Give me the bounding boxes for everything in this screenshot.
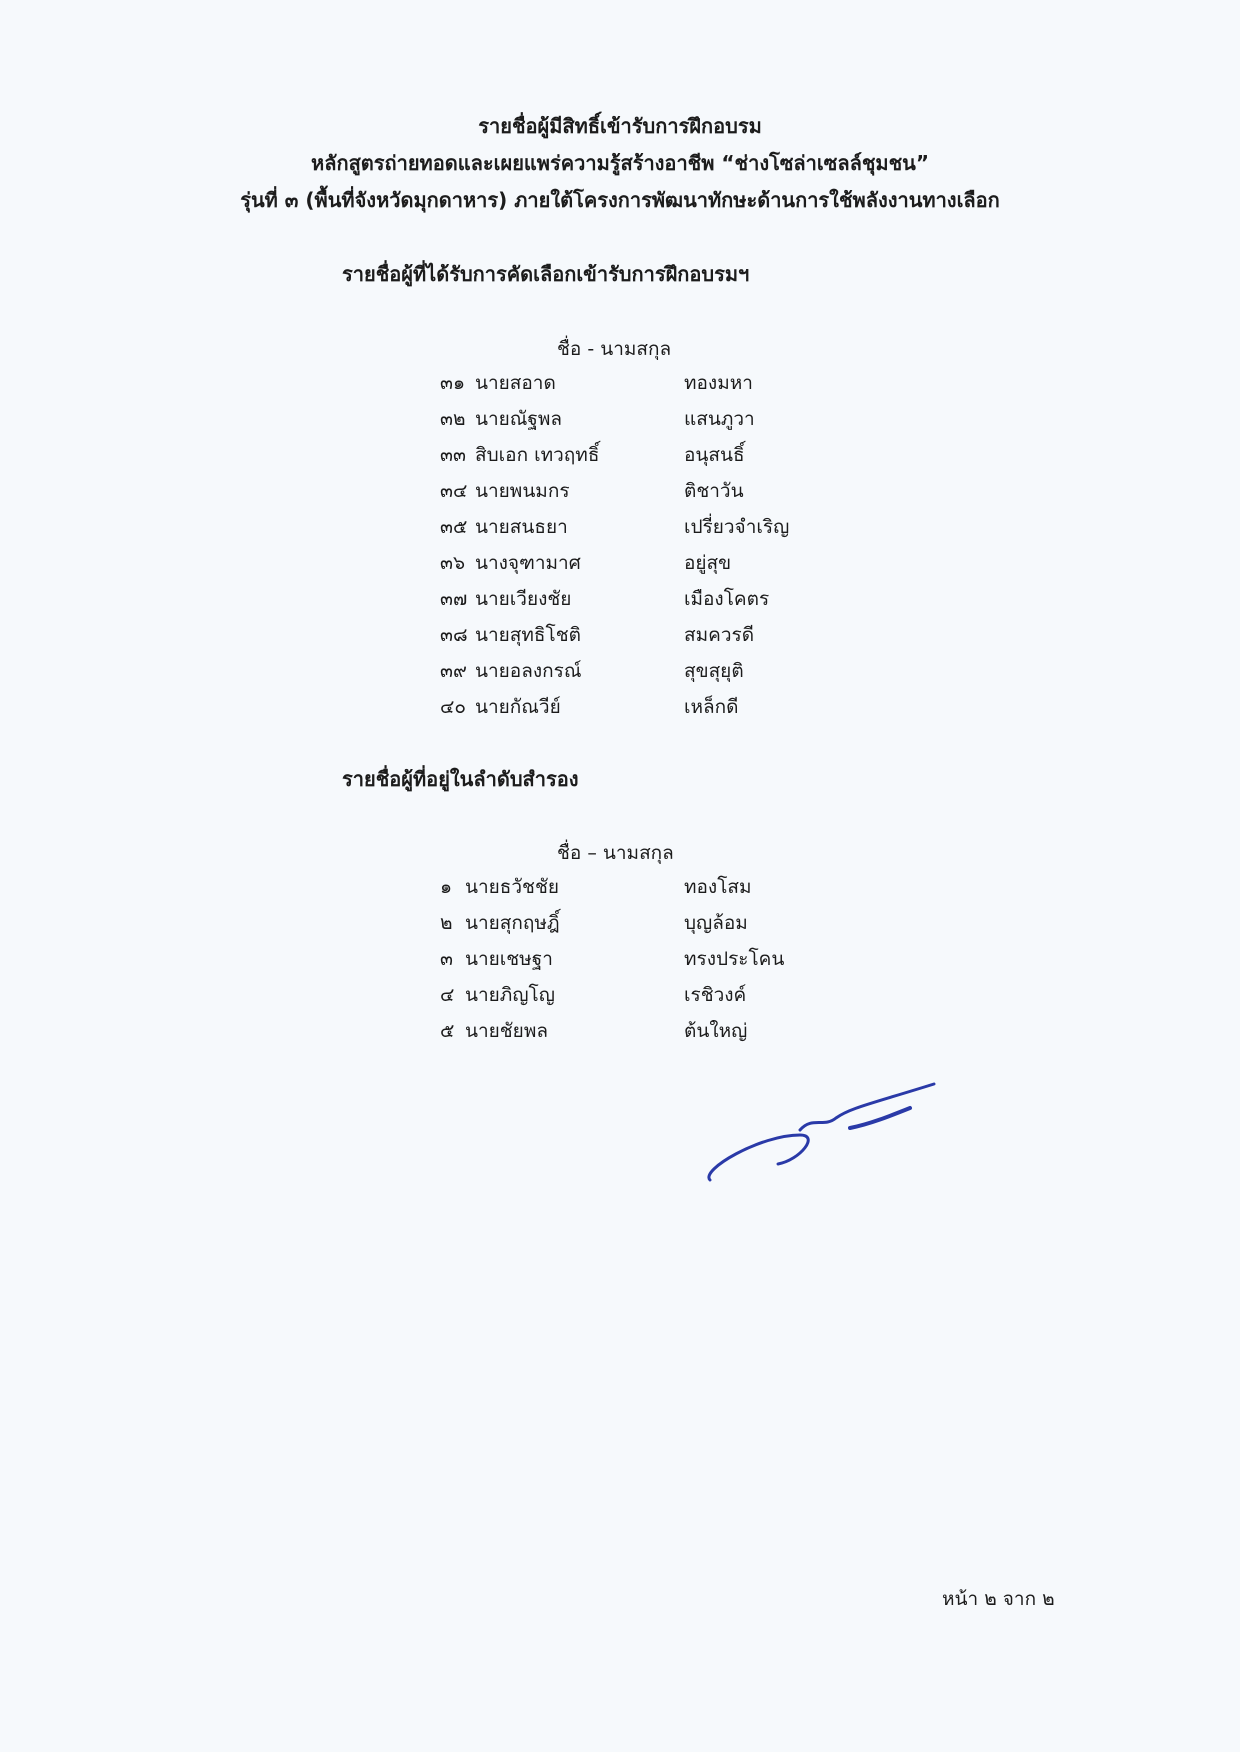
- list-item: [440, 404, 860, 440]
- last-name: ทรงประโคน: [684, 948, 785, 970]
- list-item: [440, 944, 860, 980]
- last-name: สมควรดี: [684, 624, 755, 646]
- selected-list: [440, 368, 860, 728]
- first-name: นายกัณวีย์: [475, 696, 561, 718]
- last-name: สุขสุยุติ: [684, 660, 744, 682]
- row-number: ๓๗: [440, 588, 468, 610]
- first-name: นายสุกฤษฎิ์: [465, 912, 560, 934]
- title-line-3: รุ่นที่ ๓ (พื้นที่จังหวัดมุกดาหาร) ภายใต้โครงการพัฒนาทักษะด้านการใช้พลังงานทางเลือก: [240, 188, 1000, 212]
- last-name: อนุสนธิ์: [684, 444, 745, 466]
- row-number: ๓๘: [440, 624, 468, 646]
- selected-column-header: ชื่อ - นามสกุล: [557, 338, 672, 360]
- row-number: ๔๐: [440, 696, 466, 718]
- first-name: สิบเอก เทวฤทธิ์: [475, 444, 600, 466]
- first-name: นายสอาด: [475, 372, 556, 394]
- list-item: [440, 1016, 860, 1052]
- title-line-1: รายชื่อผู้มีสิทธิ์เข้ารับการฝึกอบรม: [478, 114, 762, 138]
- row-number: ๓๙: [440, 660, 467, 682]
- signature-stroke-3: [850, 1108, 910, 1128]
- first-name: นายอลงกรณ์: [475, 660, 582, 682]
- first-name: นางจุฑามาศ: [475, 552, 581, 574]
- row-number: ๕: [440, 1020, 455, 1042]
- first-name: นายณัฐพล: [475, 408, 563, 430]
- last-name: ติชาวัน: [684, 480, 744, 502]
- row-number: ๓๓: [440, 444, 466, 466]
- reserve-heading: รายชื่อผู้ที่อยู่ในลำดับสำรอง: [342, 767, 579, 791]
- last-name: อยู่สุข: [684, 552, 732, 574]
- row-number: ๒: [440, 912, 453, 934]
- signature-stroke-1: [709, 1135, 808, 1180]
- selected-heading: รายชื่อผู้ที่ได้รับการคัดเลือกเข้ารับการฝึกอบรมฯ: [342, 262, 750, 286]
- reserve-column-header: ชื่อ – นามสกุล: [557, 842, 674, 864]
- first-name: นายชัยพล: [465, 1020, 548, 1042]
- first-name: นายเวียงชัย: [475, 588, 572, 610]
- row-number: ๓๕: [440, 516, 468, 538]
- reserve-list: [440, 872, 860, 1052]
- row-number: ๑: [440, 876, 453, 898]
- last-name: เหล็กดี: [684, 696, 739, 718]
- first-name: นายเชษฐา: [465, 948, 553, 970]
- first-name: นายภิญโญ: [465, 984, 555, 1006]
- list-item: [440, 440, 860, 476]
- list-item: [440, 872, 860, 908]
- page-number: หน้า ๒ จาก ๒: [942, 1588, 1055, 1610]
- row-number: ๓๔: [440, 480, 468, 502]
- list-item: [440, 620, 860, 656]
- document-title: [0, 108, 1240, 219]
- first-name: นายพนมกร: [475, 480, 570, 502]
- list-item: [440, 908, 860, 944]
- first-name: นายธวัชชัย: [465, 876, 559, 898]
- list-item: [440, 656, 860, 692]
- last-name: ทองมหา: [684, 372, 753, 394]
- first-name: นายสนธยา: [475, 516, 568, 538]
- row-number: ๓๑: [440, 372, 466, 394]
- last-name: เรชิวงค์: [684, 984, 747, 1006]
- list-item: [440, 692, 860, 728]
- last-name: บุญล้อม: [684, 912, 748, 934]
- title-line-2: หลักสูตรถ่ายทอดและเผยแพร่ความรู้สร้างอาชีพ “ช่างโซล่าเซลล์ชุมชน”: [311, 151, 929, 175]
- list-item: [440, 584, 860, 620]
- row-number: ๓๖: [440, 552, 466, 574]
- list-item: [440, 512, 860, 548]
- list-item: [440, 980, 860, 1016]
- row-number: ๓๒: [440, 408, 466, 430]
- last-name: ทองโสม: [684, 876, 752, 898]
- row-number: ๔: [440, 984, 455, 1006]
- last-name: เปรี่ยวจำเริญ: [684, 516, 790, 538]
- first-name: นายสุทธิโชติ: [475, 624, 581, 646]
- list-item: [440, 548, 860, 584]
- last-name: ต้นใหญ่: [684, 1020, 748, 1042]
- list-item: [440, 368, 860, 404]
- signature-icon: [700, 1080, 950, 1200]
- last-name: เมืองโคตร: [684, 588, 770, 610]
- row-number: ๓: [440, 948, 453, 970]
- last-name: แสนภูวา: [684, 408, 755, 430]
- list-item: [440, 476, 860, 512]
